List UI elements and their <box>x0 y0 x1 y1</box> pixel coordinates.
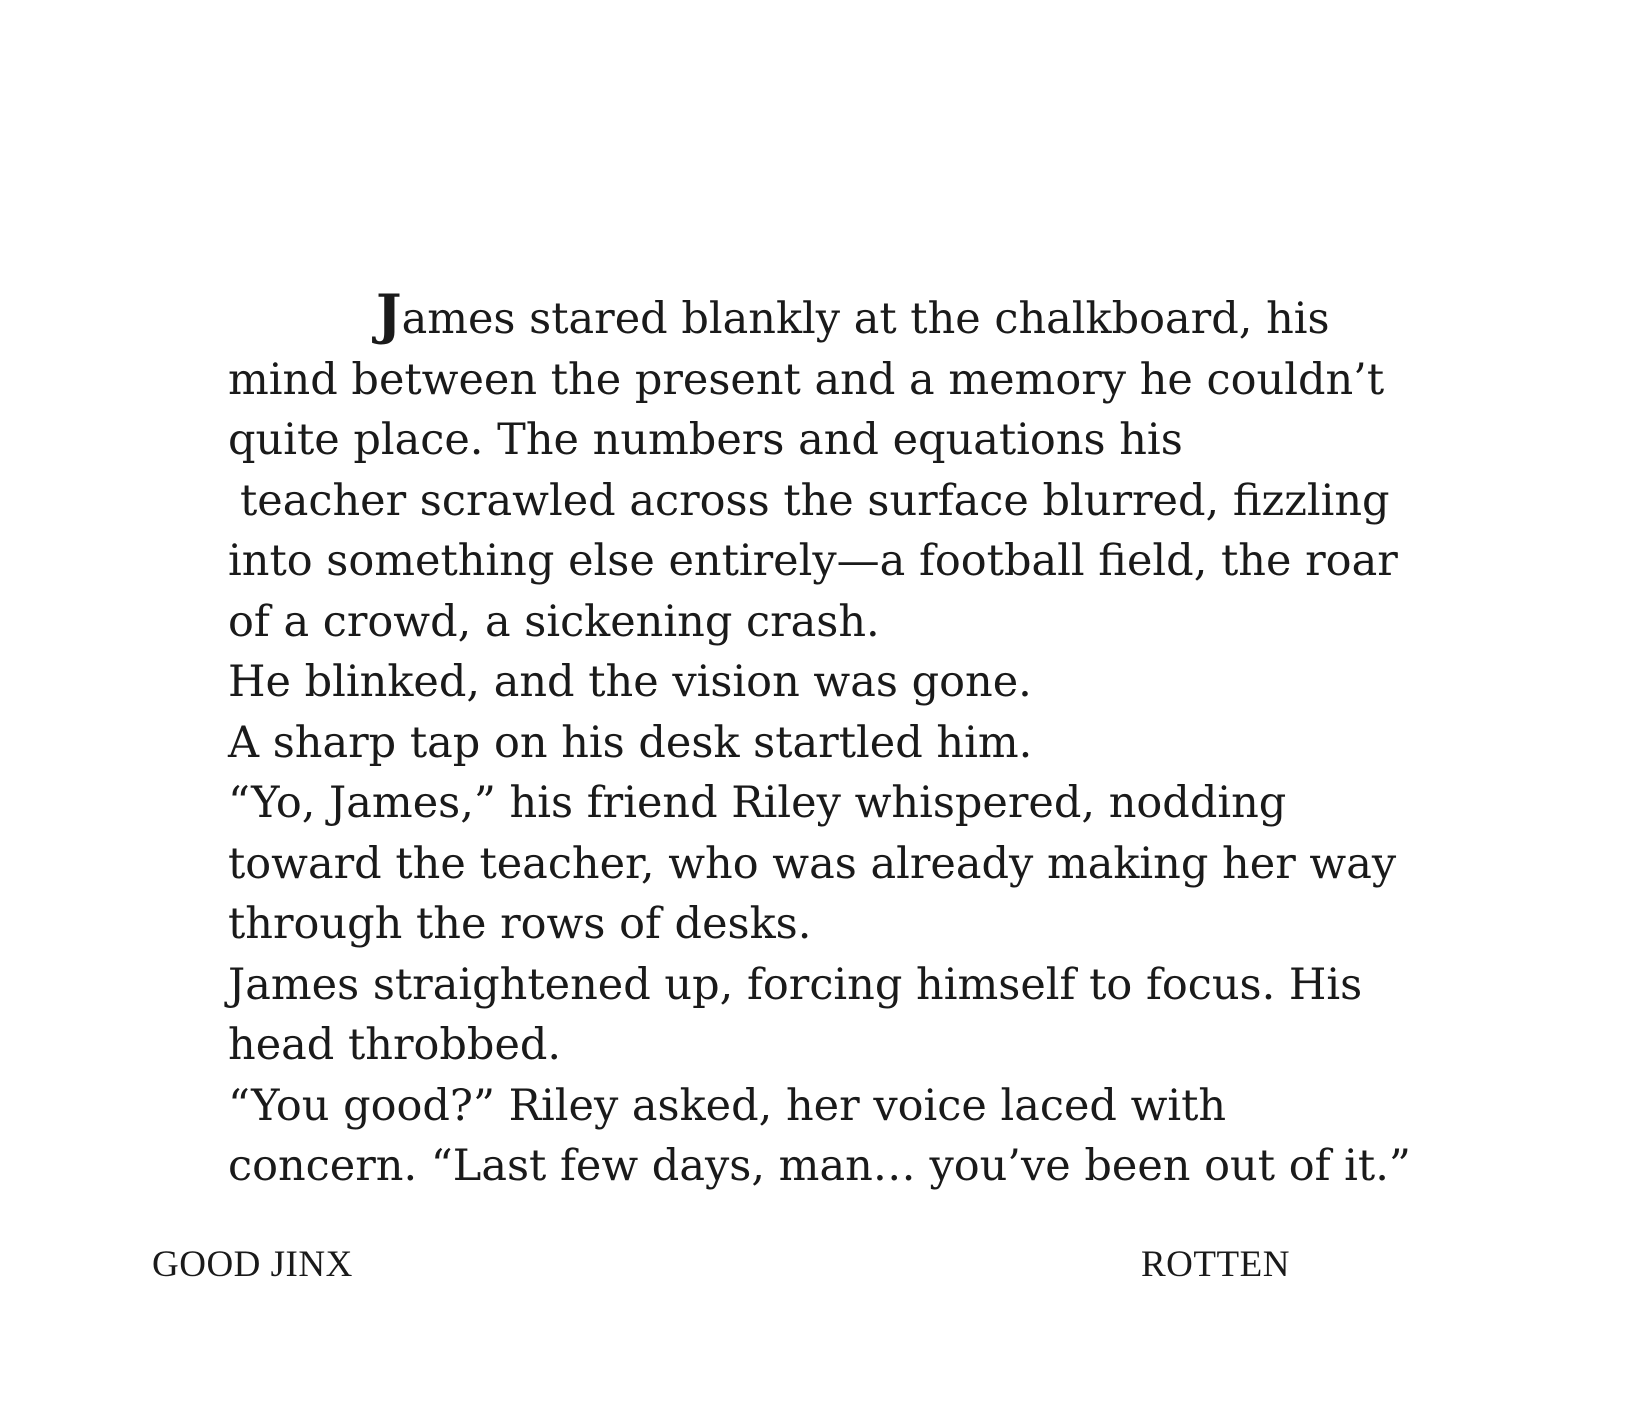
paragraph-line: mind between the present and a memory he couldn’t <box>228 354 1385 405</box>
paragraph-line-text: ames stared blankly at the chalkboard, his <box>401 294 1330 344</box>
paragraph-line: through the rows of desks. <box>228 899 812 949</box>
paragraph-line: quite place. The numbers and equations his <box>228 415 1183 465</box>
paragraph-line: James straightened up, forcing himself to focus. His <box>228 959 1363 1010</box>
paragraph-line: into something else entirely—a football field, the roar <box>228 536 1398 586</box>
paragraph-line: “Yo, James,” his friend Riley whispered, nodding <box>228 778 1287 828</box>
paragraph-line: “You good?” Riley asked, her voice laced with <box>228 1080 1227 1131</box>
drop-cap: J <box>376 282 402 346</box>
paragraph-line: teacher scrawled across the surface blurred, fizzling <box>240 475 1390 526</box>
story-text <box>228 284 1458 1197</box>
running-footer-title: GOOD JINX <box>152 1244 353 1285</box>
running-footer-author: ROTTEN <box>1141 1244 1290 1285</box>
paragraph-line <box>228 284 1458 350</box>
paragraph-line: A sharp tap on his desk startled him. <box>228 717 1033 768</box>
paragraph-line: head throbbed. <box>228 1020 562 1070</box>
paragraph-line: concern. “Last few days, man… you’ve been out of it.” <box>228 1141 1411 1191</box>
paragraph-line: of a crowd, a sickening crash. <box>228 596 880 647</box>
paragraph-line: toward the teacher, who was already making her way <box>228 838 1397 889</box>
paragraph-line: He blinked, and the vision was gone. <box>228 657 1032 707</box>
